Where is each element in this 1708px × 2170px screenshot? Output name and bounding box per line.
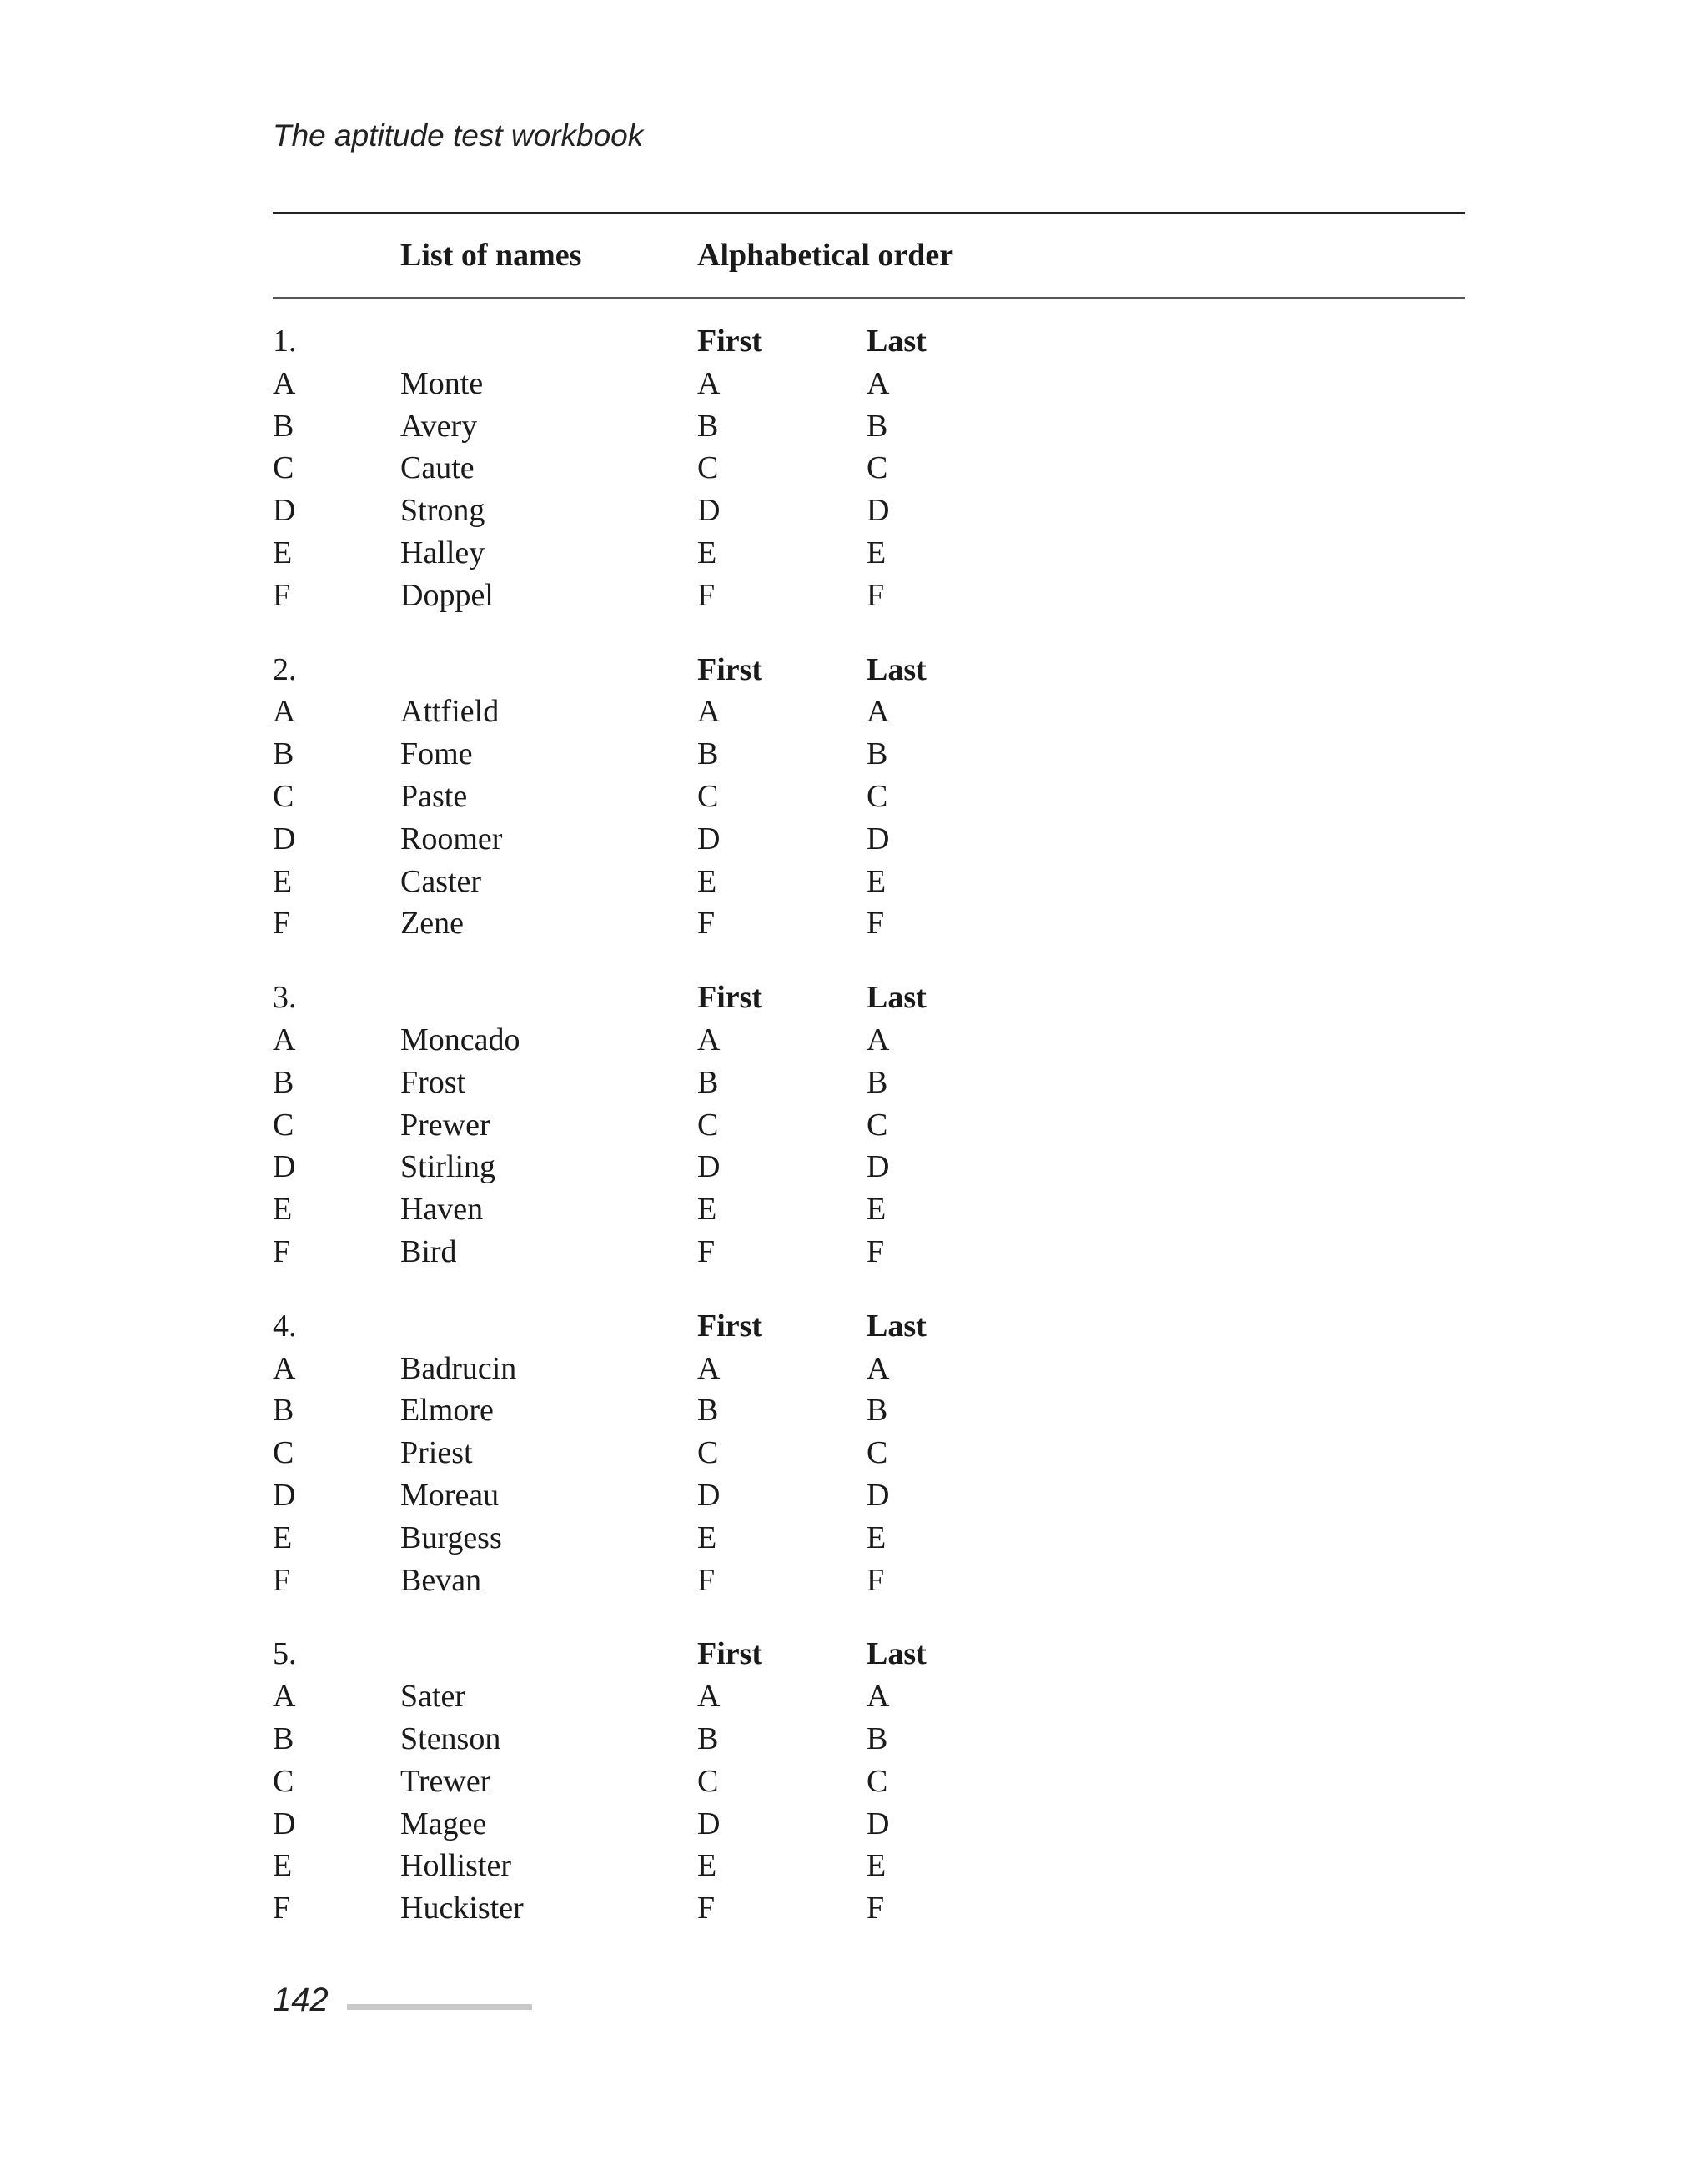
surname: Moncado — [400, 1022, 520, 1057]
surname: Huckister — [400, 1891, 524, 1926]
surname: Paste — [400, 778, 468, 814]
last-column-label: Last — [867, 324, 927, 359]
surname: Badrucin — [400, 1350, 517, 1386]
name-row — [273, 691, 1465, 733]
last-option-letter: A — [867, 694, 890, 730]
first-option-letter: C — [697, 450, 719, 486]
option-label: B — [273, 408, 294, 444]
name-row — [273, 733, 1465, 776]
option-label: B — [273, 1393, 294, 1429]
option-label: F — [273, 1562, 291, 1598]
option-label: A — [273, 694, 296, 730]
name-row — [273, 1761, 1465, 1803]
question-header-row — [273, 1305, 1465, 1348]
last-option-letter: B — [867, 1064, 888, 1100]
first-option-letter: D — [697, 1477, 721, 1513]
first-option-letter: E — [697, 1520, 717, 1555]
name-row — [273, 861, 1465, 903]
last-column-label: Last — [867, 651, 927, 687]
option-label: C — [273, 1763, 294, 1799]
question-header-row — [273, 1633, 1465, 1675]
surname: Prewer — [400, 1107, 490, 1143]
last-option-letter: E — [867, 863, 887, 899]
first-option-letter: D — [697, 493, 721, 529]
question-number: 3. — [273, 980, 297, 1016]
first-option-letter: F — [697, 1891, 716, 1926]
column-header-list-of-names: List of names — [400, 238, 582, 273]
name-row — [273, 1718, 1465, 1761]
last-option-letter: F — [867, 1562, 885, 1598]
last-column-label: Last — [867, 1308, 927, 1344]
first-option-letter: D — [697, 1149, 721, 1185]
last-option-letter: A — [867, 365, 890, 401]
name-row — [273, 776, 1465, 818]
first-option-letter: C — [697, 1763, 719, 1799]
footer-bar — [347, 2004, 532, 2010]
first-option-letter: A — [697, 1350, 721, 1386]
name-row — [273, 1188, 1465, 1231]
surname: Stirling — [400, 1149, 496, 1185]
last-option-letter: B — [867, 408, 888, 444]
surname: Doppel — [400, 577, 494, 613]
option-label: A — [273, 1350, 296, 1386]
last-column-label: Last — [867, 980, 927, 1016]
first-column-label: First — [697, 980, 763, 1016]
name-row — [273, 363, 1465, 405]
name-row — [273, 405, 1465, 448]
surname: Sater — [400, 1679, 466, 1715]
first-option-letter: B — [697, 736, 719, 772]
name-row — [273, 1675, 1465, 1718]
question-group — [273, 320, 1465, 617]
first-option-letter: A — [697, 694, 721, 730]
name-row — [273, 1146, 1465, 1188]
first-option-letter: E — [697, 863, 717, 899]
first-column-label: First — [697, 1636, 763, 1672]
name-row — [273, 1389, 1465, 1432]
name-row — [273, 1474, 1465, 1517]
option-label: F — [273, 1891, 291, 1926]
surname: Magee — [400, 1806, 487, 1841]
option-label: D — [273, 1806, 296, 1841]
surname: Caster — [400, 863, 482, 899]
last-option-letter: C — [867, 1107, 888, 1143]
surname: Elmore — [400, 1393, 494, 1429]
last-option-letter: C — [867, 778, 888, 814]
last-option-letter: B — [867, 1393, 888, 1429]
first-option-letter: F — [697, 1233, 716, 1269]
option-label: E — [273, 863, 293, 899]
option-label: A — [273, 365, 296, 401]
option-label: D — [273, 821, 296, 856]
surname: Haven — [400, 1192, 484, 1228]
option-label: E — [273, 1192, 293, 1228]
last-option-letter: E — [867, 535, 887, 570]
option-label: B — [273, 1064, 294, 1100]
question-header-row — [273, 977, 1465, 1019]
first-option-letter: E — [697, 535, 717, 570]
name-row — [273, 1560, 1465, 1602]
name-row — [273, 532, 1465, 575]
last-column-label: Last — [867, 1636, 927, 1672]
name-row — [273, 1104, 1465, 1147]
name-row — [273, 1887, 1465, 1930]
option-label: C — [273, 1435, 294, 1471]
first-option-letter: A — [697, 1679, 721, 1715]
last-option-letter: F — [867, 906, 885, 942]
option-label: E — [273, 1520, 293, 1555]
name-row — [273, 1062, 1465, 1104]
option-label: F — [273, 577, 291, 613]
option-label: F — [273, 1233, 291, 1269]
option-label: E — [273, 535, 293, 570]
last-option-letter: E — [867, 1848, 887, 1884]
question-group — [273, 977, 1465, 1273]
question-groups — [273, 320, 1465, 1962]
first-option-letter: C — [697, 1435, 719, 1471]
name-row — [273, 447, 1465, 490]
surname: Stenson — [400, 1720, 501, 1756]
last-option-letter: F — [867, 577, 885, 613]
question-group — [273, 1633, 1465, 1930]
option-label: E — [273, 1848, 293, 1884]
surname: Bevan — [400, 1562, 482, 1598]
surname: Caute — [400, 450, 475, 486]
surname: Moreau — [400, 1477, 500, 1513]
first-option-letter: F — [697, 577, 716, 613]
question-number: 2. — [273, 651, 297, 687]
last-option-letter: E — [867, 1520, 887, 1555]
name-row — [273, 1845, 1465, 1887]
last-option-letter: B — [867, 736, 888, 772]
first-option-letter: E — [697, 1192, 717, 1228]
question-number: 5. — [273, 1636, 297, 1672]
last-option-letter: A — [867, 1022, 890, 1057]
first-option-letter: A — [697, 365, 721, 401]
name-row — [273, 818, 1465, 861]
first-column-label: First — [697, 651, 763, 687]
last-option-letter: F — [867, 1891, 885, 1926]
surname: Monte — [400, 365, 484, 401]
surname: Strong — [400, 493, 485, 529]
last-option-letter: E — [867, 1192, 887, 1228]
surname: Hollister — [400, 1848, 511, 1884]
surname: Bird — [400, 1233, 457, 1269]
surname: Attfield — [400, 694, 500, 730]
option-label: A — [273, 1022, 296, 1057]
running-head: The aptitude test workbook — [273, 118, 644, 153]
name-row — [273, 1432, 1465, 1474]
name-row — [273, 902, 1465, 945]
surname: Priest — [400, 1435, 473, 1471]
first-column-label: First — [697, 1308, 763, 1344]
question-header-row — [273, 320, 1465, 363]
surname: Trewer — [400, 1763, 491, 1799]
option-label: D — [273, 493, 296, 529]
surname: Burgess — [400, 1520, 502, 1555]
question-header-row — [273, 649, 1465, 691]
option-label: C — [273, 1107, 294, 1143]
first-option-letter: E — [697, 1848, 717, 1884]
question-number: 4. — [273, 1308, 297, 1344]
last-option-letter: C — [867, 1763, 888, 1799]
option-label: A — [273, 1679, 296, 1715]
last-option-letter: C — [867, 450, 888, 486]
last-option-letter: D — [867, 821, 890, 856]
name-row — [273, 1348, 1465, 1390]
name-row — [273, 1803, 1465, 1846]
name-row — [273, 575, 1465, 617]
surname: Frost — [400, 1064, 466, 1100]
surname: Halley — [400, 535, 485, 570]
first-column-label: First — [697, 324, 763, 359]
option-label: B — [273, 736, 294, 772]
option-label: B — [273, 1720, 294, 1756]
first-option-letter: D — [697, 1806, 721, 1841]
last-option-letter: D — [867, 493, 890, 529]
name-row — [273, 1019, 1465, 1062]
last-option-letter: A — [867, 1679, 890, 1715]
last-option-letter: D — [867, 1806, 890, 1841]
option-label: C — [273, 450, 294, 486]
first-option-letter: A — [697, 1022, 721, 1057]
surname: Zene — [400, 906, 464, 942]
option-label: F — [273, 906, 291, 942]
surname: Avery — [400, 408, 478, 444]
first-option-letter: F — [697, 1562, 716, 1598]
first-option-letter: B — [697, 1064, 719, 1100]
last-option-letter: B — [867, 1720, 888, 1756]
first-option-letter: C — [697, 778, 719, 814]
last-option-letter: A — [867, 1350, 890, 1386]
last-option-letter: D — [867, 1477, 890, 1513]
question-group — [273, 649, 1465, 946]
page-number: 142 — [273, 1982, 329, 2018]
name-row — [273, 490, 1465, 532]
first-option-letter: D — [697, 821, 721, 856]
surname: Roomer — [400, 821, 503, 856]
last-option-letter: D — [867, 1149, 890, 1185]
option-label: C — [273, 778, 294, 814]
last-option-letter: C — [867, 1435, 888, 1471]
first-option-letter: B — [697, 1720, 719, 1756]
column-header-alphabetical-order: Alphabetical order — [697, 238, 954, 273]
first-option-letter: B — [697, 1393, 719, 1429]
last-option-letter: F — [867, 1233, 885, 1269]
option-label: D — [273, 1477, 296, 1513]
question-number: 1. — [273, 324, 297, 359]
name-row — [273, 1517, 1465, 1560]
table-top-rule — [273, 212, 1465, 214]
table-header-rule — [273, 297, 1465, 299]
name-row — [273, 1231, 1465, 1273]
option-label: D — [273, 1149, 296, 1185]
first-option-letter: F — [697, 906, 716, 942]
first-option-letter: B — [697, 408, 719, 444]
question-group — [273, 1305, 1465, 1602]
surname: Fome — [400, 736, 473, 772]
first-option-letter: C — [697, 1107, 719, 1143]
